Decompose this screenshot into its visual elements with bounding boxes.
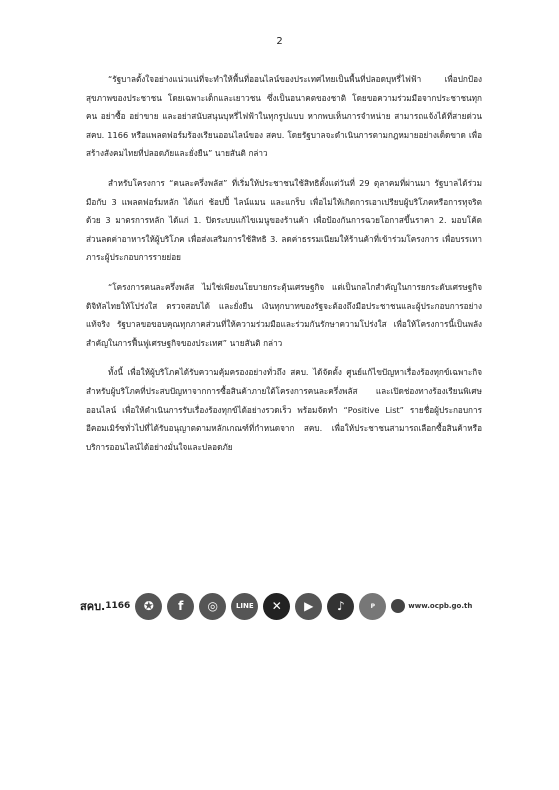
paragraph-1: “รัฐบาลตั้งใจอย่างแน่วแน่ที่จะทำให้พื้นที่ออนไลน์ของประเทศไทยเป็นพื้นที่ปลอดบุหรี่ไฟฟ้า เพื่อปกป้องสุขภาพของประชาชน โดยเฉพาะเด็กและเยาวชน ซึ่งเป็นอนาคตของชาติ โดยขอความร่วมมือจากประชาชนทุกคน อย่าซื้อ อย่าขาย และอย่าสนับสนุนบุหรี่ไฟฟ้าในทุกรูปแบบ หากพบเห็นการจำหน่าย สามารถแจ้งได้ที่สายด่วน สคบ. 1166 หรือแพลตฟอร์มร้องเรียนออนไลน์ของ สคบ. โดยรัฐบาลจะดำเนินการตามกฎหมายอย่างเด็ดขาด เพื่อสร้างสังคมไทยที่ปลอดภัยและยั่งยืน” นายสันติ กล่าว <box>86 74 482 159</box>
logo-number: 1166 <box>105 601 131 611</box>
youtube-icon[interactable]: ▶ <box>295 593 322 620</box>
website-link[interactable] <box>391 599 472 613</box>
document-body <box>86 70 482 467</box>
ocpb-logo <box>80 592 130 620</box>
instagram-icon[interactable]: ◎ <box>199 593 226 620</box>
social-footer <box>80 590 472 622</box>
x-icon[interactable]: ✕ <box>263 593 290 620</box>
paragraph-4: ทั้งนี้ เพื่อให้ผู้บริโภคได้รับความคุ้มครองอย่างทั่วถึง สคบ. ได้จัดตั้ง ศูนย์แก้ไขปัญหาเรื่องร้องทุกข์เฉพาะกิจ สำหรับผู้บริโภคที่ประสบปัญหาจากการซื้อสินค้าภายใต้โครงการคนละครึ่งพลัส และเปิดช่องทางร้องเรียนพิเศษออนไลน์ เพื่อให้ดำเนินการรับเรื่องร้องทุกข์ได้อย่างรวดเร็ว พร้อมจัดทำ “Positive List” รายชื่อผู้ประกอบการอีคอมเมิร์ซทั่วไปที่ได้รับอนุญาตตามหลักเกณฑ์ที่กำหนดจาก สคบ. เพื่อให้ประชาชนสามารถเลือกซื้อสินค้าหรือบริการออนไลน์ได้อย่างมั่นใจและปลอดภัย <box>86 367 482 452</box>
website-text: www.ocpb.go.th <box>408 602 473 610</box>
paragraph-2: สำหรับโครงการ “คนละครึ่งพลัส” ที่เริ่มให้ประชาชนใช้สิทธิตั้งแต่วันที่ 29 ตุลาคมที่ผ่านมา รัฐบาลได้ร่วมมือกับ 3 แพลตฟอร์มหลัก ได้แก่ ช้อปปี้ ไลน์แมน และแกร็บ เพื่อไม่ให้เกิดการเอาเปรียบผู้บริโภคหรือการทุจริต ด้วย 3 มาตรการหลัก ได้แก่ 1. ปิดระบบแก้ไขเมนูของร้านค้า เพื่อป้องกันการฉวยโอกาสขึ้นราคา 2. มอบโค้ดส่วนลดค่าอาหารให้ผู้บริโภค เพื่อส่งเสริมการใช้สิทธิ 3. ลดค่าธรรมเนียมให้ร้านค้าที่เข้าร่วมโครงการ เพื่อบรรเทาภาระผู้ประกอบการรายย่อย <box>86 177 482 263</box>
paragraph-3: “โครงการคนละครึ่งพลัส ไม่ใช่เพียงนโยบายกระตุ้นเศรษฐกิจ แต่เป็นกลไกสำคัญในการยกระดับเศรษฐกิจดิจิทัลไทยให้โปร่งใส ตรวจสอบได้ และยั่งยืน เงินทุกบาทของรัฐจะต้องถึงมือประชาชนและผู้ประกอบการอย่างแท้จริง รัฐบาลขอขอบคุณทุกภาคส่วนที่ให้ความร่วมมือและร่วมกันรักษาความโปร่งใส เพื่อให้โครงการนี้เป็นพลังสำคัญในการฟื้นฟูเศรษฐกิจของประเทศ” นายสันติ กล่าว <box>86 281 482 348</box>
pantip-icon[interactable]: P <box>359 593 386 620</box>
page-number: 2 <box>276 36 283 47</box>
tiktok-icon[interactable]: ♪ <box>327 593 354 620</box>
logo-text: สคบ. <box>80 600 106 613</box>
line-icon[interactable]: LINE <box>231 593 258 620</box>
facebook-icon[interactable]: f <box>167 593 194 620</box>
ocpb-emblem-icon: ✪ <box>135 593 162 620</box>
globe-icon <box>391 599 405 613</box>
